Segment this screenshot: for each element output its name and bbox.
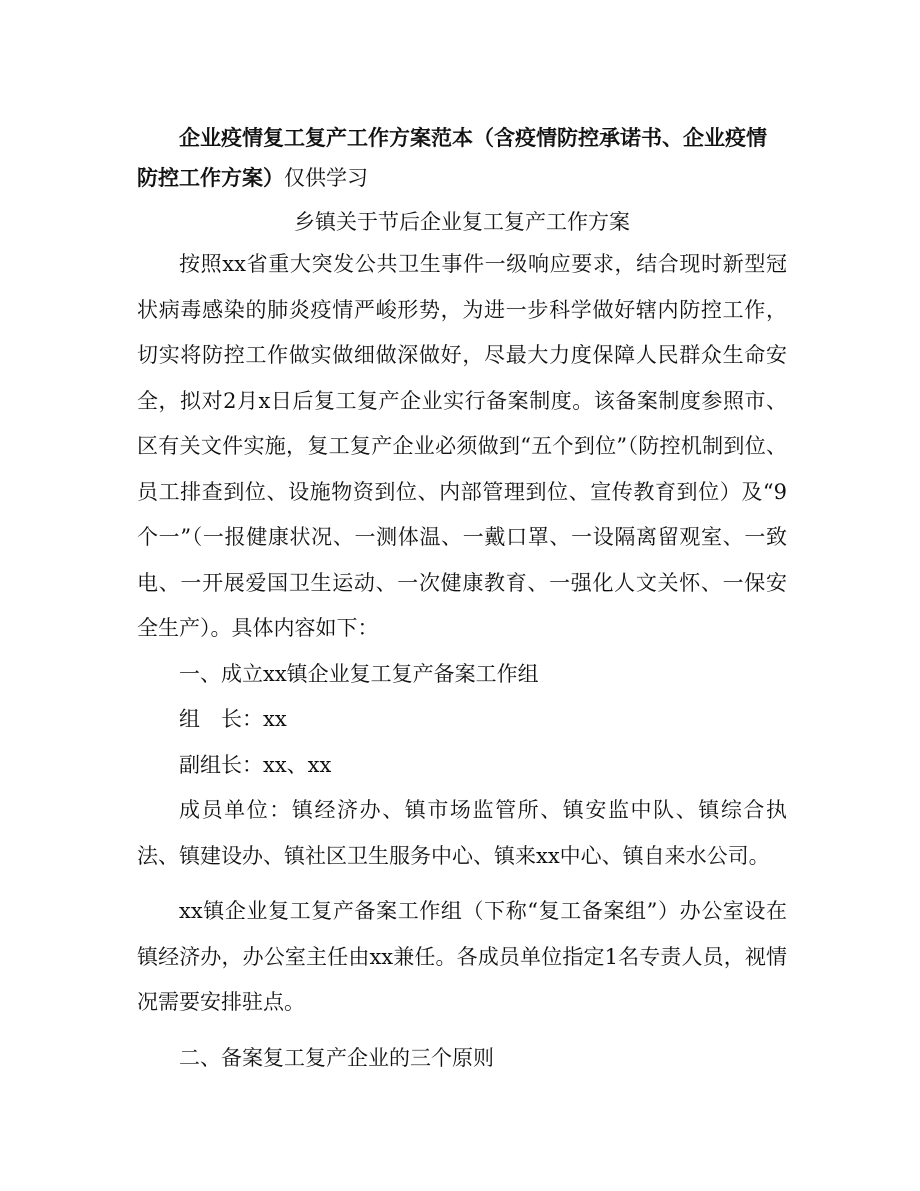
- paragraph-leader: 组 长：xx: [179, 707, 287, 731]
- document-title-tail: 仅供学习: [284, 166, 368, 190]
- document-title-bold: 企业疫情复工复产工作方案范本（含疫情防控承诺书、企业疫情防控工作方案）: [137, 126, 767, 190]
- paragraph-intro: 按照xx省重大突发公共卫生事件一级响应要求，结合现时新型冠状病毒感染的肺炎疫情严峻形势，为进一步科学做好辖内防控工作，切实将防控工作做实做细做深做好，尽最大力度保障人民群众生命安全，拟对2月x日后复工复产企业实行备案制度。该备案制度参照市、区有关文件实施，复工复产企业必须做到“五个到位”（防控机制到位、员工排查到位、设施物资到位、内部管理到位、宣传教育到位）及“9个一”（一报健康状况、一测体温、一戴口罩、一设隔离留观室、一致电、一开展爱国卫生运动、一次健康教育、一强化人文关怀、一保安全生产）。具体内容如下：: [137, 252, 787, 640]
- document-title: [137, 118, 787, 198]
- section-heading-1: 一、成立xx镇企业复工复产备案工作组: [179, 661, 539, 686]
- document-body: [137, 118, 787, 1081]
- document-subtitle: 乡镇关于节后企业复工复产工作方案: [294, 210, 630, 234]
- paragraph-deputy-leader: 副组长：xx、xx: [179, 752, 332, 777]
- paragraph-office: xx镇企业复工复产备案工作组（下称“复工备案组”）办公室设在镇经济办，办公室主任由xx兼任。各成员单位指定1名专责人员，视情况需要安排驻点。: [137, 899, 787, 1014]
- paragraph-member-units: 成员单位：镇经济办、镇市场监管所、镇安监中队、镇综合执法、镇建设办、镇社区卫生服务中心、镇来xx中心、镇自来水公司。: [137, 798, 787, 868]
- section-heading-2: 二、备案复工复产企业的三个原则: [179, 1045, 494, 1070]
